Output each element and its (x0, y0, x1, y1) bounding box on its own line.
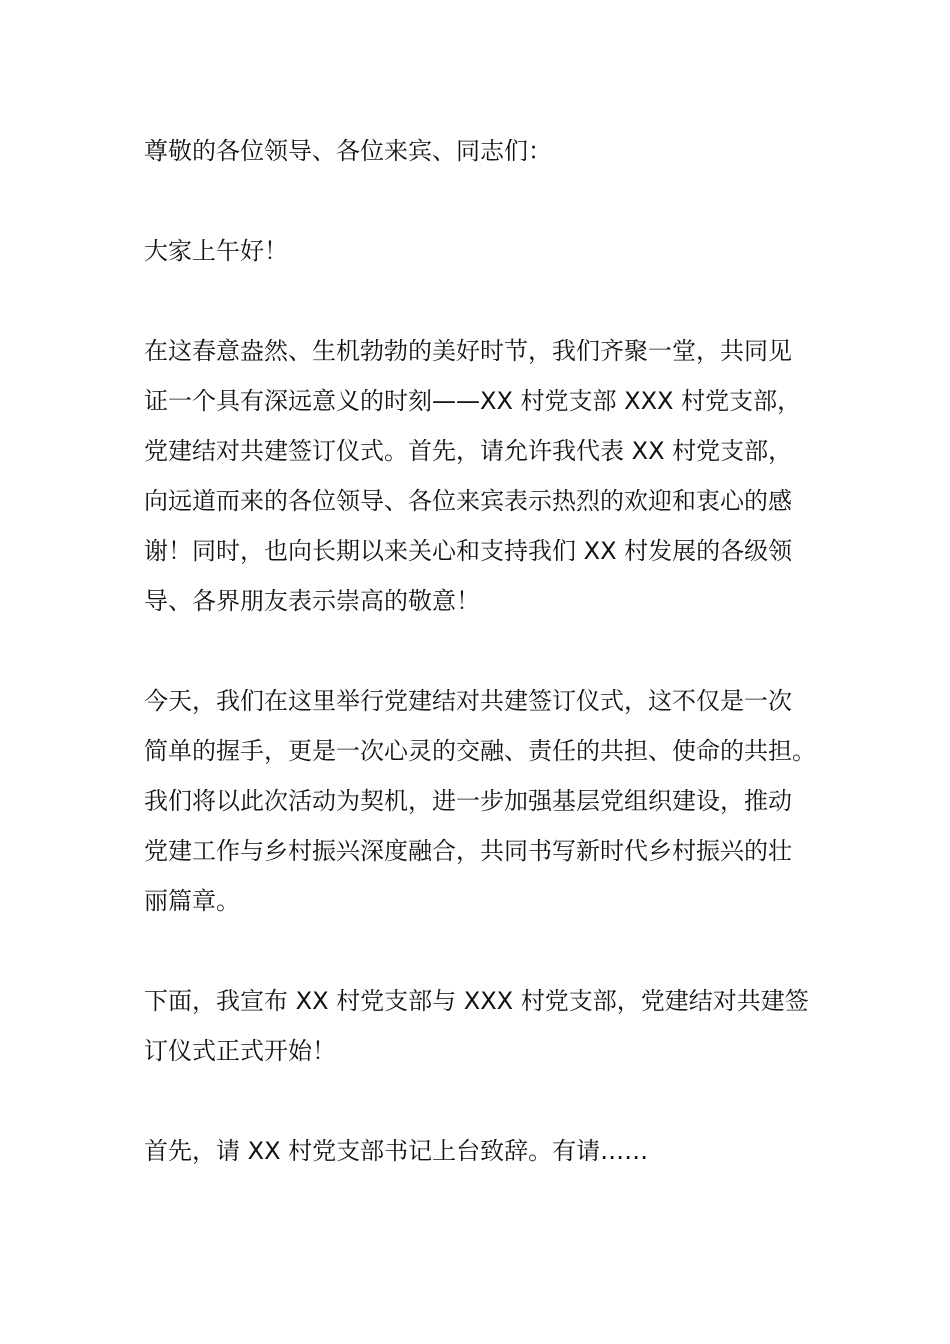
salutation (144, 126, 816, 176)
text-line: 下面，我宣布 XX 村党支部与 XXX 村党支部，党建结对共建签 (144, 987, 809, 1015)
text-line: 证一个具有深远意义的时刻——XX 村党支部 XXX 村党支部， (144, 387, 802, 415)
paragraph-announcement (144, 976, 816, 1076)
text-line: 今天，我们在这里举行党建结对共建签订仪式，这不仅是一次 (144, 687, 792, 715)
paragraph-invitation (144, 1126, 816, 1176)
salutation-line: 尊敬的各位领导、各位来宾、同志们： (144, 137, 552, 165)
text-line: 党建结对共建签订仪式。首先，请允许我代表 XX 村党支部， (144, 437, 793, 465)
text-line: 简单的握手，更是一次心灵的交融、责任的共担、使命的共担。 (144, 737, 816, 765)
greeting-line: 大家上午好！ (144, 237, 288, 265)
paragraph-opening (144, 326, 816, 626)
speech-body (144, 126, 816, 1176)
text-line: 丽篇章。 (144, 887, 240, 915)
text-line: 首先，请 XX 村党支部书记上台致辞。有请…… (144, 1137, 649, 1165)
paragraph-spacer (144, 176, 816, 226)
greeting (144, 226, 816, 276)
text-line: 谢！同时，也向长期以来关心和支持我们 XX 村发展的各级领 (144, 537, 793, 565)
text-line: 党建工作与乡村振兴深度融合，共同书写新时代乡村振兴的壮 (144, 837, 792, 865)
paragraph-spacer (144, 1076, 816, 1126)
text-line: 在这春意盎然、生机勃勃的美好时节，我们齐聚一堂，共同见 (144, 337, 792, 365)
paragraph-spacer (144, 276, 816, 326)
text-line: 向远道而来的各位领导、各位来宾表示热烈的欢迎和衷心的感 (144, 487, 792, 515)
text-line: 导、各界朋友表示崇高的敬意！ (144, 587, 480, 615)
text-line: 订仪式正式开始！ (144, 1037, 336, 1065)
paragraph-spacer (144, 926, 816, 976)
paragraph-spacer (144, 626, 816, 676)
paragraph-significance (144, 676, 816, 926)
text-line: 我们将以此次活动为契机，进一步加强基层党组织建设，推动 (144, 787, 792, 815)
